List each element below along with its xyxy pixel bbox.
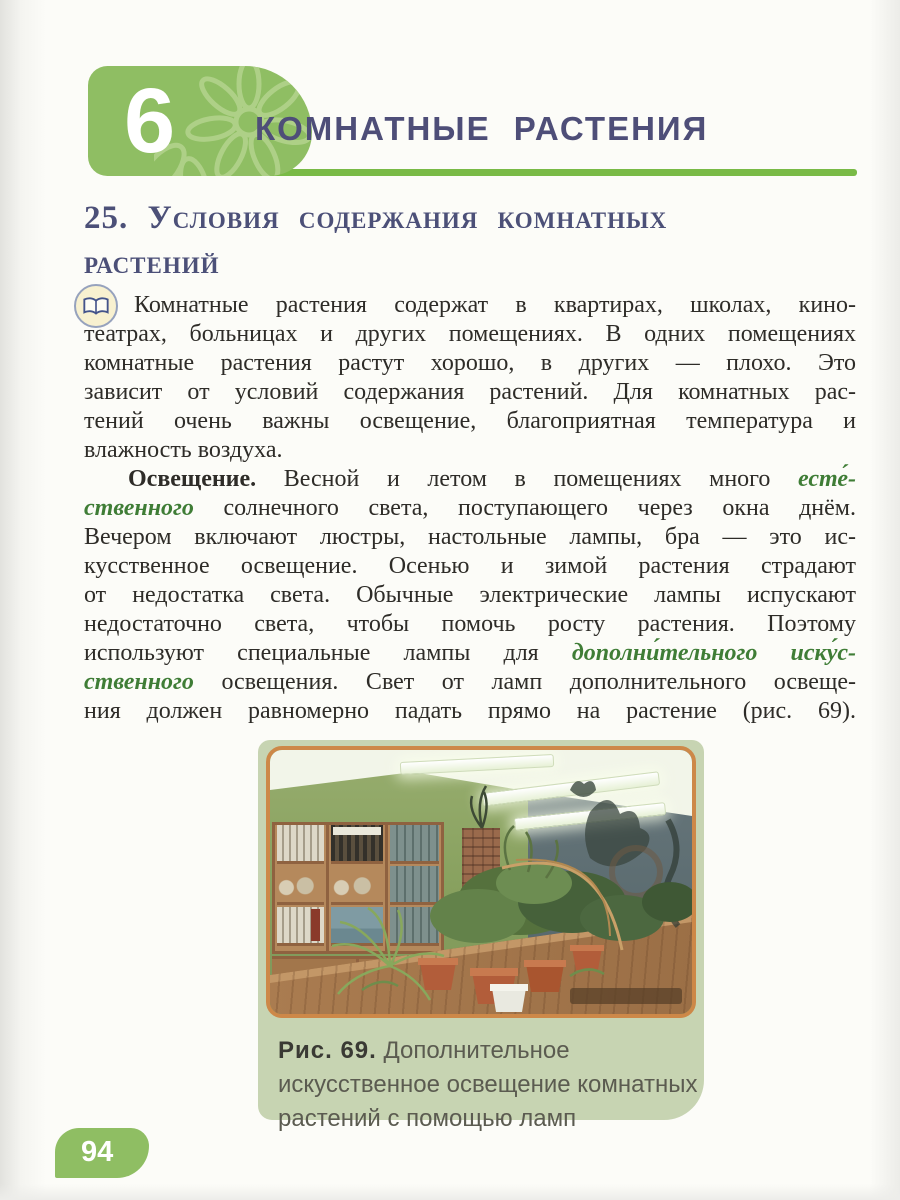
body-text — [84, 291, 856, 726]
body-line: зависит от условий содержания растений. Для комнатных рас- — [84, 379, 856, 405]
figure-card — [258, 740, 704, 1132]
chapter-title: КОМНАТНЫЕ РАСТЕНИЯ — [255, 110, 709, 147]
caption-line: искусственное освещение комнатных — [278, 1071, 698, 1098]
page-edge-shading-right — [870, 0, 900, 1200]
body-line: ственного солнечного света, поступающего через окна днём. — [84, 495, 856, 521]
body-line: Вечером включают люстры, настольные лампы, бра — это ис- — [84, 524, 856, 550]
page-number: 94 — [81, 1136, 114, 1168]
page-edge-shading-bottom — [0, 1184, 900, 1200]
figure-photo — [266, 746, 696, 1018]
body-line: комнатные растения растут хорошо, в других — плохо. Это — [84, 350, 856, 376]
body-line: от недостатка света. Обычные электрические лампы испускают — [84, 582, 856, 608]
caption-line: Рис. 69. Дополнительное — [278, 1037, 570, 1064]
section-title: Условия содержания комнатных растений — [84, 200, 668, 281]
section-number: 25. — [84, 200, 129, 236]
chapter-number: 6 — [124, 70, 176, 172]
figure-caption — [278, 1034, 698, 1136]
section-heading — [84, 196, 724, 286]
photo-plants-illustration — [270, 750, 692, 1014]
body-line: Освещение. Весной и летом в помещениях много есте́- — [128, 466, 856, 492]
body-line: ственного освещения. Свет от ламп дополнительного освеще- — [84, 669, 856, 695]
body-line: влажность воздуха. — [84, 437, 283, 463]
body-line: ния должен равномерно падать прямо на растение (рис. 69). — [84, 698, 856, 724]
body-line: тений очень важны освещение, благоприятная температура и — [84, 408, 856, 434]
body-line: Комнатные растения содержат в квартирах, школах, кино- — [134, 292, 856, 318]
body-line: используют специальные лампы для дополни́тельного иску́с- — [84, 640, 857, 666]
caption-label: Рис. 69. — [278, 1037, 377, 1064]
body-line: кусственное освещение. Осенью и зимой растения страдают — [84, 553, 856, 579]
page-number-badge — [55, 1128, 149, 1178]
caption-line: растений с помощью ламп — [278, 1105, 577, 1132]
body-line: театрах, больницах и других помещениях. В одних помещениях — [84, 321, 856, 347]
body-line: недостаточно света, чтобы помочь росту растения. Поэтому — [84, 611, 856, 637]
page-edge-shading-left — [0, 0, 46, 1200]
